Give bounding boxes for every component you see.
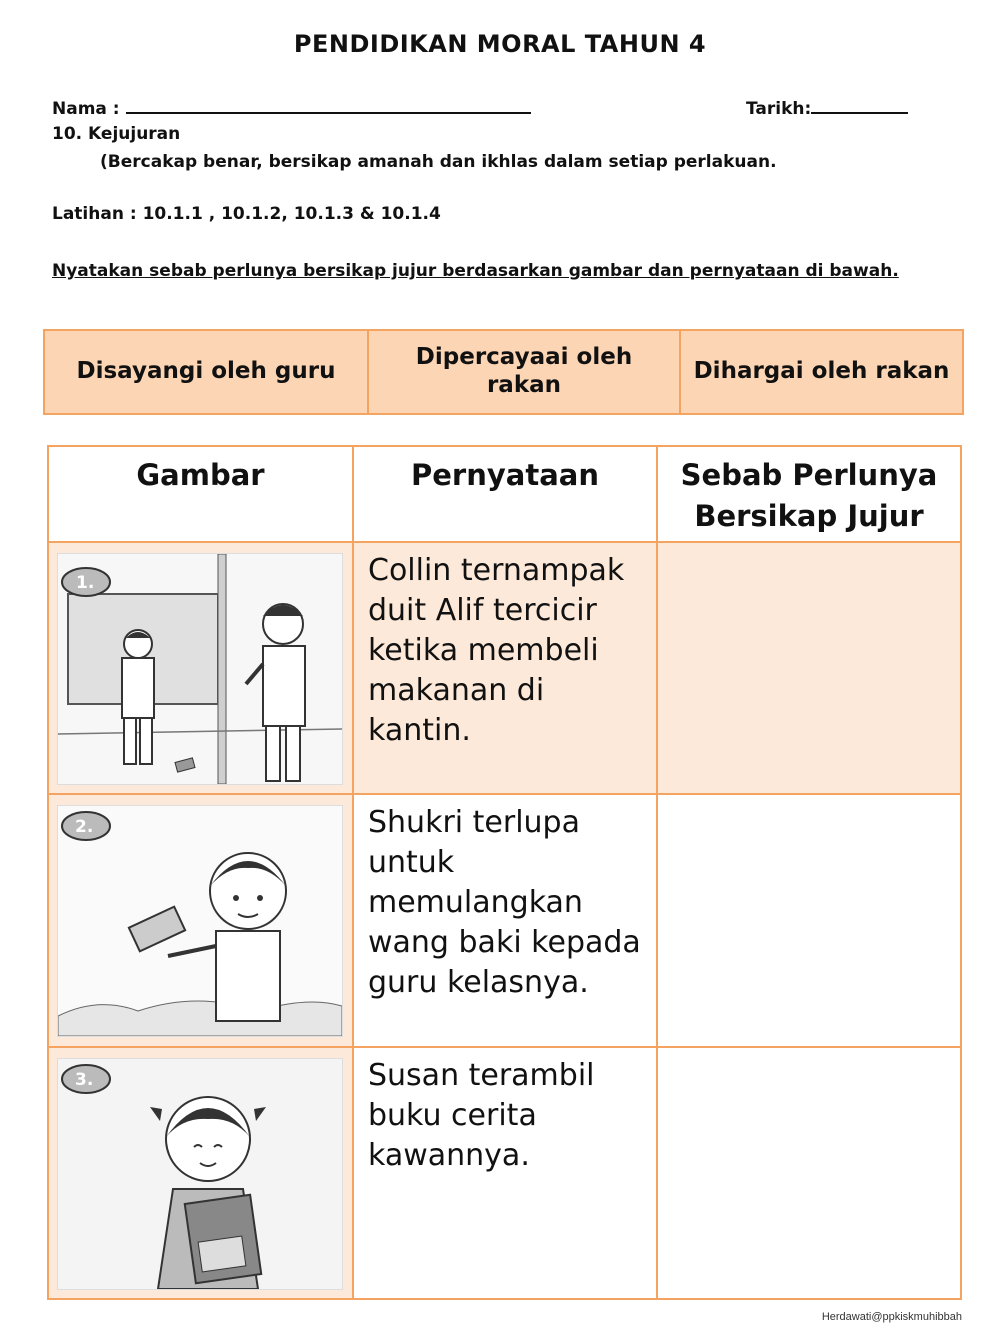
- page-title: PENDIDIKAN MORAL TAHUN 4: [293, 30, 707, 58]
- header-pernyataan: Pernyataan: [354, 447, 658, 541]
- word-option-3[interactable]: Dihargai oleh rakan: [693, 358, 950, 385]
- answer-word-box: [43, 329, 964, 415]
- table-header-row: [49, 447, 960, 543]
- boy-with-money-illustration: [57, 805, 343, 1037]
- name-blank[interactable]: [126, 98, 531, 114]
- name-label: Nama :: [52, 99, 120, 119]
- date-label: Tarikh:: [746, 99, 812, 119]
- picture-number-3: 3.: [75, 1070, 94, 1090]
- table-row: [49, 543, 960, 795]
- footer-credit: Herdawati@ppkiskmuhibbah: [821, 1311, 962, 1323]
- topic-heading: 10. Kejujuran: [52, 124, 181, 144]
- answer-cell-3[interactable]: [658, 1048, 960, 1298]
- exercise-label: Latihan : 10.1.1 , 10.1.2, 10.1.3 & 10.1.4: [52, 204, 441, 224]
- statement-3: Susan terambil buku cerita kawannya.: [354, 1048, 658, 1298]
- girl-with-book-illustration: [57, 1058, 343, 1290]
- worksheet-table: [47, 445, 962, 1300]
- answer-cell-1[interactable]: [658, 543, 960, 793]
- canteen-illustration: [57, 553, 343, 785]
- word-option-1[interactable]: Disayangi oleh guru: [45, 331, 369, 413]
- header-gambar: Gambar: [49, 447, 354, 541]
- picture-number-2: 2.: [75, 817, 94, 837]
- date-blank[interactable]: [811, 98, 908, 114]
- picture-cell: [49, 795, 354, 1046]
- topic-definition: (Bercakap benar, bersikap amanah dan ikhlas dalam setiap perlakuan.: [100, 152, 777, 172]
- picture-number-1: 1.: [76, 573, 95, 593]
- date-line: [746, 98, 908, 119]
- picture-cell: [49, 1048, 354, 1298]
- instruction-text: Nyatakan sebab perlunya bersikap jujur berdasarkan gambar dan pernyataan di bawah.: [52, 261, 899, 281]
- header-sebab: Sebab Perlunya Bersikap Jujur: [658, 447, 960, 541]
- table-row: [49, 795, 960, 1048]
- table-row: [49, 1048, 960, 1298]
- picture-cell: [49, 543, 354, 793]
- answer-cell-2[interactable]: [658, 795, 960, 1046]
- statement-2: Shukri terlupa untuk memulangkan wang baki kepada guru kelasnya.: [354, 795, 658, 1046]
- word-option-2[interactable]: Dipercayaai oleh rakan: [369, 331, 681, 413]
- statement-1: Collin ternampak duit Alif tercicir ketika membeli makanan di kantin.: [354, 543, 658, 793]
- name-line: [52, 98, 531, 119]
